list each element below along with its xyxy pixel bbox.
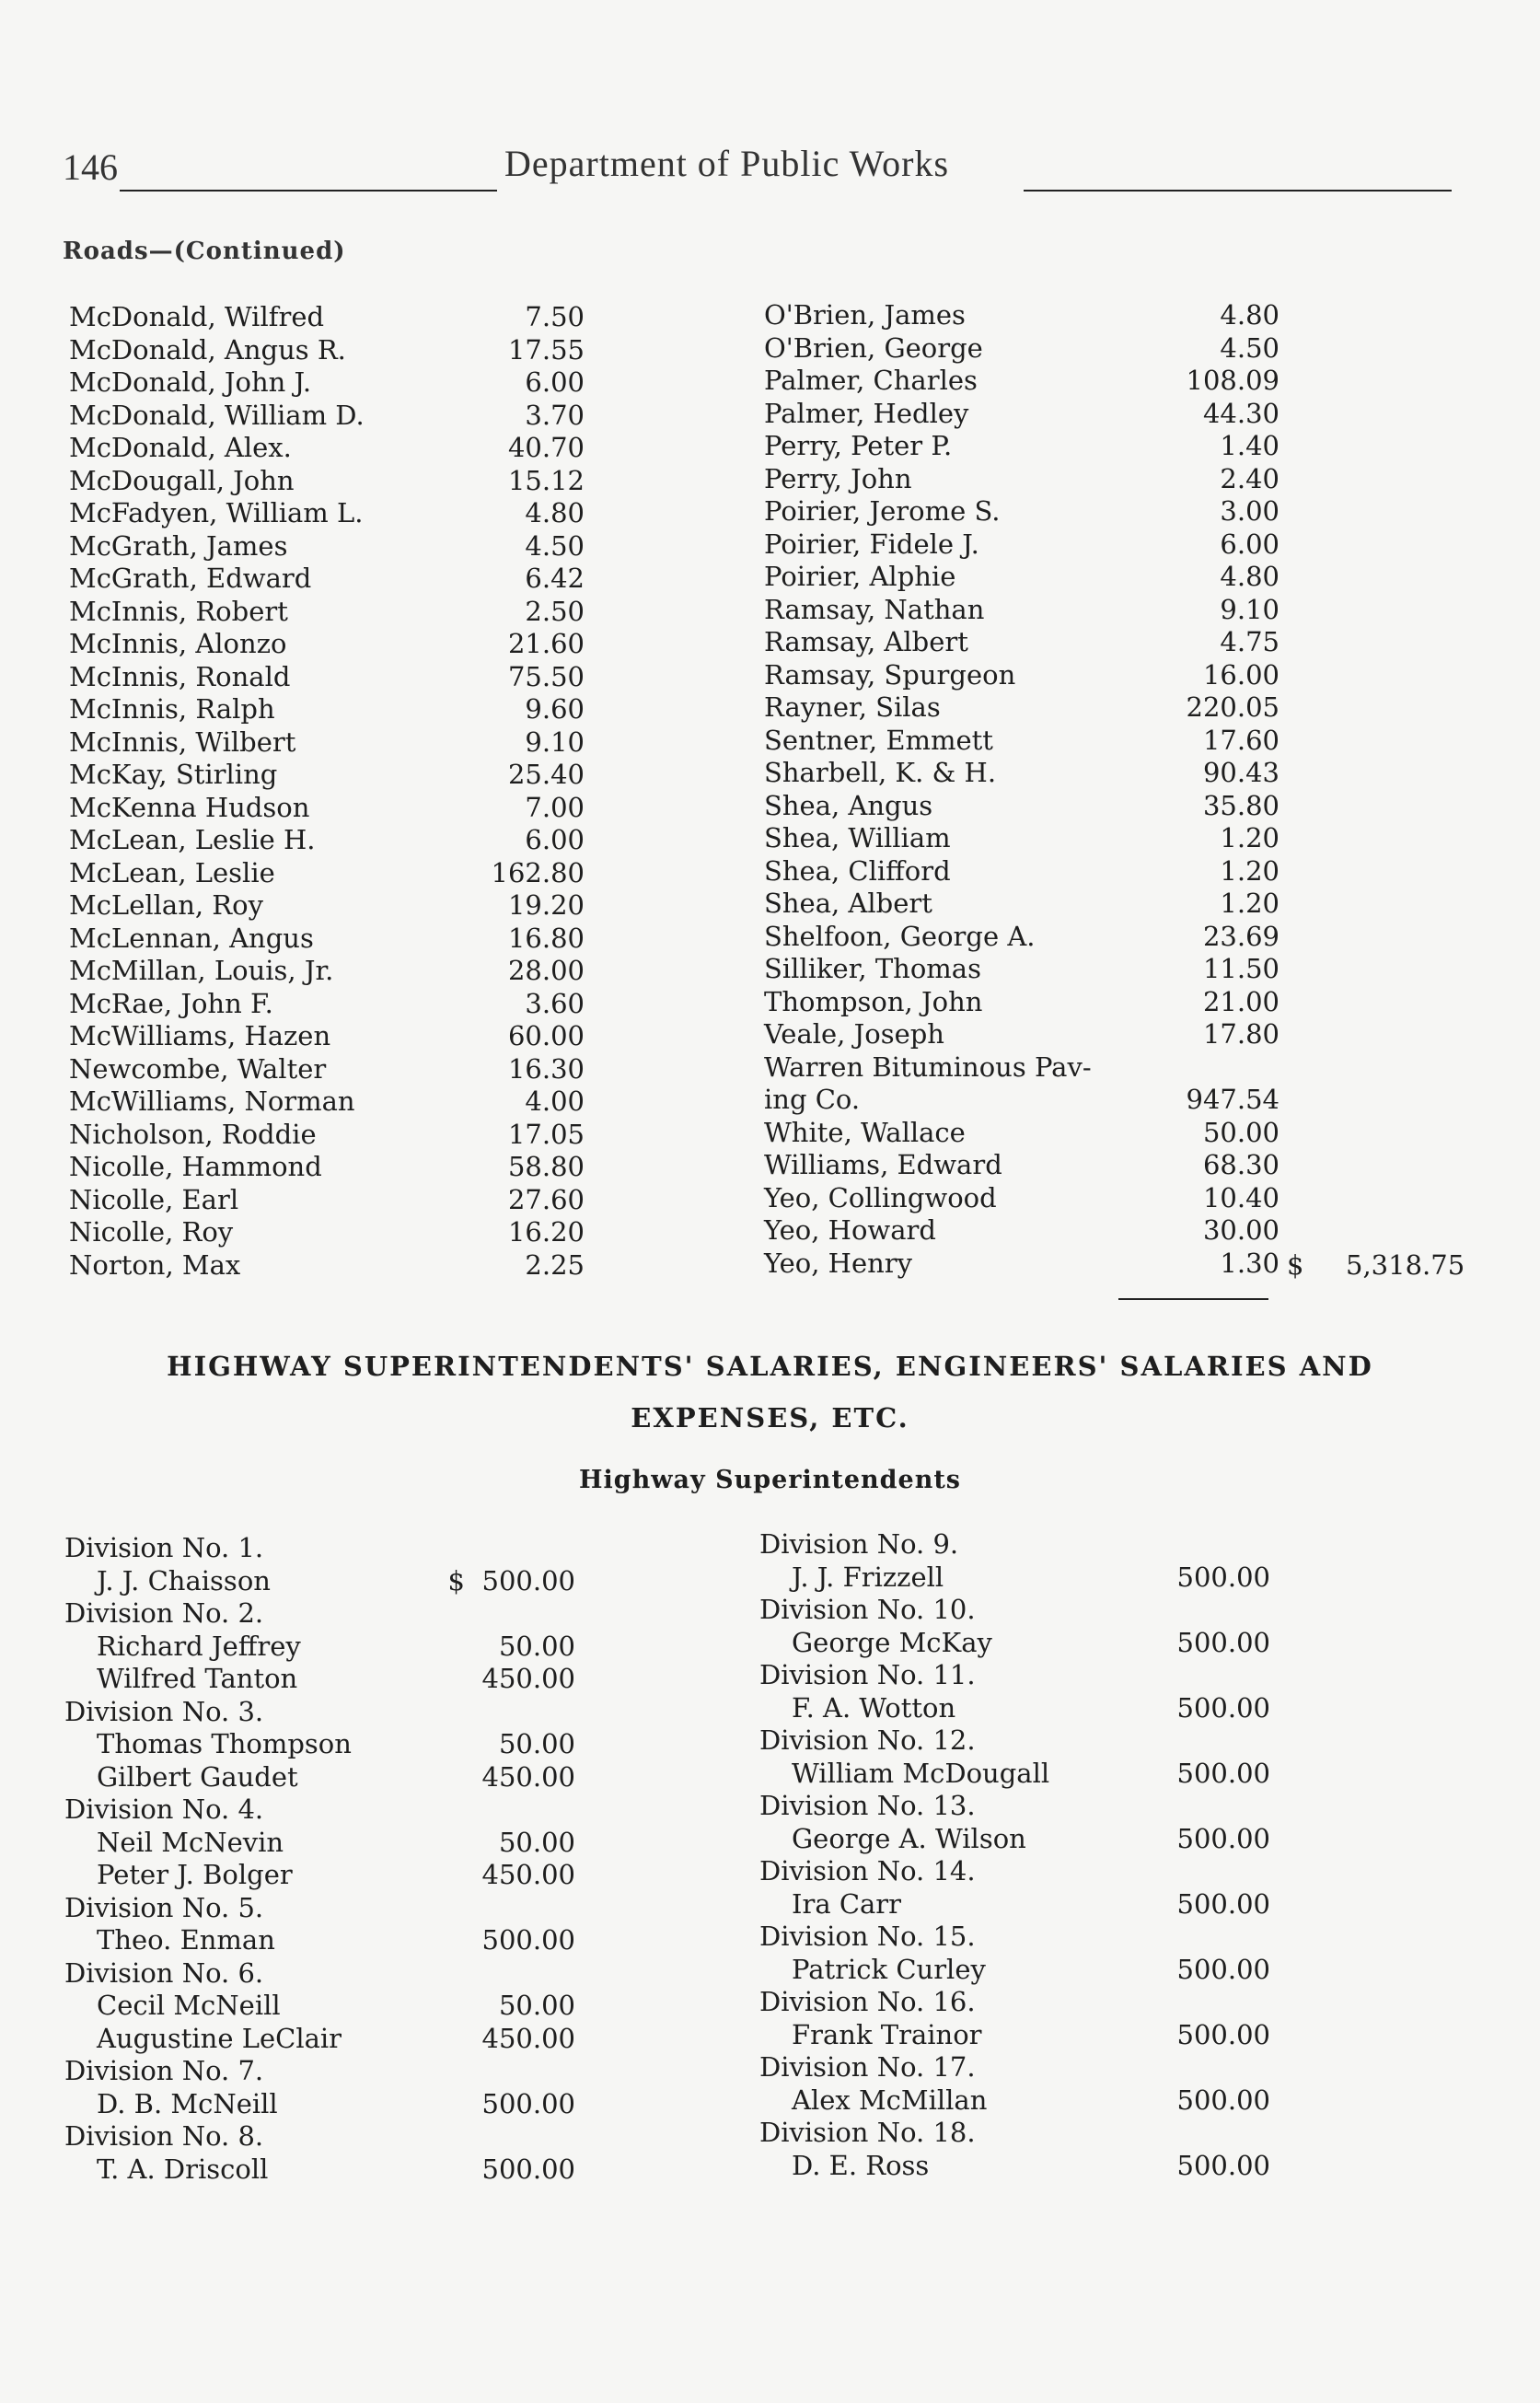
superintendents-left-column xyxy=(64,1532,598,2195)
division-heading xyxy=(64,2120,575,2153)
salary-amount: 500.00 xyxy=(1176,1757,1270,1789)
division-heading xyxy=(759,1528,1270,1561)
entry-name: Yeo, Henry xyxy=(764,1247,913,1279)
roads-entry xyxy=(69,1118,585,1151)
entry-name: Yeo, Collingwood xyxy=(764,1181,997,1213)
entry-name: Sharbell, K. & H. xyxy=(764,757,997,788)
division-label: Division No. 6. xyxy=(64,1956,264,1989)
roads-entry xyxy=(69,333,585,366)
roads-total: 5,318.75 xyxy=(1346,1249,1465,1281)
entry-amount: 1.40 xyxy=(1220,430,1279,461)
roads-entry xyxy=(69,888,585,922)
roads-entry xyxy=(69,1085,585,1118)
department-title: Department of Public Works xyxy=(504,143,950,184)
entry-amount: 11.50 xyxy=(1202,953,1279,984)
subsection-heading: Highway Superintendents xyxy=(578,1466,962,1494)
entry-amount: 23.69 xyxy=(1202,920,1279,952)
entry-amount: 4.75 xyxy=(1220,626,1279,657)
superintendent-name: George A. Wilson xyxy=(792,1822,1026,1854)
superintendent-entry xyxy=(64,1728,575,1761)
entry-name: McLellan, Roy xyxy=(69,889,263,921)
roads-entry xyxy=(764,331,1279,365)
entry-amount: 2.50 xyxy=(525,595,585,627)
roads-entry xyxy=(764,854,1279,888)
division-heading xyxy=(64,1957,575,1991)
division-label: Division No. 11. xyxy=(759,1659,976,1690)
superintendents-right-column xyxy=(759,1528,1293,2191)
entry-amount: 16.80 xyxy=(507,922,585,954)
entry-name: Nicolle, Earl xyxy=(69,1183,239,1215)
entry-amount: 75.50 xyxy=(507,660,585,692)
salary-amount: 500.00 xyxy=(1176,1953,1270,1985)
entry-name: McLennan, Angus xyxy=(69,922,314,954)
entry-amount: 6.42 xyxy=(525,563,585,594)
roads-entry xyxy=(69,464,585,497)
division-heading xyxy=(759,1921,1270,1954)
roads-entry xyxy=(69,1215,585,1248)
superintendent-name: J. J. Frizzell xyxy=(792,1561,944,1593)
roads-entry xyxy=(764,1213,1279,1247)
section-title-line-2: EXPENSES, ETC. xyxy=(631,1402,909,1434)
roads-entry xyxy=(764,560,1279,593)
entry-name: McGrath, James xyxy=(69,529,288,562)
entry-name: Poirier, Jerome S. xyxy=(764,495,1001,527)
entry-name: O'Brien, George xyxy=(764,331,983,364)
entry-amount: 9.10 xyxy=(525,726,585,758)
roads-entry xyxy=(69,692,585,726)
roads-entry xyxy=(69,1248,585,1282)
entry-amount: 6.00 xyxy=(525,366,585,398)
salary-amount: 500.00 xyxy=(481,2153,575,2185)
superintendent-name: Peter J. Bolger xyxy=(97,1859,293,1890)
entry-amount: 17.55 xyxy=(507,333,585,366)
superintendent-name: Frank Trainor xyxy=(792,2018,982,2050)
entry-amount: 21.60 xyxy=(507,628,585,659)
entry-name: Poirier, Alphie xyxy=(764,561,956,592)
superintendent-entry xyxy=(64,2088,575,2121)
entry-amount: 28.00 xyxy=(507,955,585,986)
superintendent-name: Wilfred Tanton xyxy=(97,1663,298,1694)
entry-name: O'Brien, James xyxy=(764,299,966,331)
entry-amount: 947.54 xyxy=(1186,1084,1279,1115)
entry-name: McDonald, William D. xyxy=(69,399,365,431)
entry-name: Shea, Angus xyxy=(764,789,933,821)
entry-amount: 162.80 xyxy=(491,856,585,888)
roads-entry xyxy=(764,593,1279,626)
entry-name: Ramsay, Nathan xyxy=(764,593,985,625)
entry-amount: 90.43 xyxy=(1202,757,1279,788)
superintendent-entry xyxy=(759,1627,1270,1660)
entry-amount: 58.80 xyxy=(507,1151,585,1182)
entry-amount: 50.00 xyxy=(1202,1116,1279,1148)
salary-amount: 500.00 xyxy=(1176,1822,1270,1854)
salary-amount: 500.00 xyxy=(481,2087,575,2119)
entry-amount: 44.30 xyxy=(1202,397,1279,429)
entry-amount: 4.80 xyxy=(1220,561,1279,592)
superintendent-name: Alex McMillan xyxy=(792,2084,988,2116)
roads-entry xyxy=(69,300,585,333)
roads-entry xyxy=(69,726,585,759)
entry-amount: 25.40 xyxy=(507,759,585,790)
superintendent-name: Augustine LeClair xyxy=(97,2022,342,2054)
entry-name: ing Co. xyxy=(764,1084,861,1115)
roads-entry xyxy=(69,823,585,856)
division-heading xyxy=(64,1532,575,1565)
entry-name: Sentner, Emmett xyxy=(764,724,993,756)
salary-amount: 450.00 xyxy=(481,1760,575,1793)
roads-entry xyxy=(764,364,1279,397)
superintendent-name: Cecil McNeill xyxy=(97,1990,281,2021)
superintendent-name: F. A. Wotton xyxy=(792,1691,956,1724)
entry-amount: 3.60 xyxy=(525,987,585,1019)
header-rule-left xyxy=(120,190,497,192)
entry-amount: 15.12 xyxy=(507,464,585,496)
entry-amount: 21.00 xyxy=(1202,985,1279,1017)
entry-name: Shea, William xyxy=(764,822,951,853)
entry-name: Palmer, Charles xyxy=(764,365,978,396)
superintendent-name: D. B. McNeill xyxy=(97,2087,278,2119)
division-label: Division No. 18. xyxy=(759,2117,976,2148)
salary-amount: 50.00 xyxy=(498,1728,575,1759)
entry-amount: 108.09 xyxy=(1186,365,1279,396)
roads-entry xyxy=(764,528,1279,561)
entry-name: McDonald, Alex. xyxy=(69,432,292,463)
roads-entry xyxy=(764,397,1279,430)
entry-name: McKenna Hudson xyxy=(69,791,310,823)
roads-entry xyxy=(69,660,585,693)
superintendent-entry xyxy=(759,1823,1270,1856)
superintendent-entry xyxy=(759,1561,1270,1595)
superintendent-entry xyxy=(759,2084,1270,2118)
entry-amount: 7.00 xyxy=(525,791,585,823)
division-label: Division No. 13. xyxy=(759,1790,976,1821)
entry-amount: 4.50 xyxy=(525,529,585,562)
division-heading xyxy=(759,1986,1270,2019)
salary-amount: 450.00 xyxy=(481,2022,575,2054)
superintendent-entry xyxy=(759,1692,1270,1725)
entry-name: Warren Bituminous Pav- xyxy=(764,1051,1092,1083)
roads-entry xyxy=(69,1183,585,1216)
entry-name: Nicolle, Roy xyxy=(69,1216,234,1248)
salary-amount: 500.00 xyxy=(481,1564,575,1596)
entry-name: Shelfoon, George A. xyxy=(764,920,1036,952)
roads-right-column xyxy=(764,298,1279,1293)
roads-entry xyxy=(764,920,1279,953)
roads-entry xyxy=(764,724,1279,757)
entry-amount: 27.60 xyxy=(507,1183,585,1215)
superintendent-entry xyxy=(759,1888,1270,1921)
roads-entry xyxy=(69,1150,585,1183)
roads-entry xyxy=(764,756,1279,789)
superintendent-name: T. A. Driscoll xyxy=(97,2153,269,2185)
roads-entry xyxy=(764,821,1279,854)
superintendent-name: Theo. Enman xyxy=(97,1924,275,1956)
division-heading xyxy=(759,1659,1270,1692)
roads-entry xyxy=(764,1083,1279,1116)
entry-name: McGrath, Edward xyxy=(69,563,312,594)
salary-amount: 500.00 xyxy=(1176,1626,1270,1658)
entry-name: Thompson, John xyxy=(764,985,983,1017)
superintendent-entry xyxy=(64,1990,575,2023)
superintendent-name: D. E. Ross xyxy=(792,2149,930,2181)
entry-name: McInnis, Wilbert xyxy=(69,726,296,758)
entry-name: McRae, John F. xyxy=(69,987,273,1019)
entry-amount: 4.80 xyxy=(525,497,585,528)
roads-entry xyxy=(764,1181,1279,1214)
entry-amount: 3.00 xyxy=(1220,495,1279,527)
superintendent-entry xyxy=(64,2153,575,2187)
roads-entry xyxy=(69,856,585,889)
roads-entry xyxy=(69,366,585,399)
roads-entry xyxy=(764,691,1279,724)
division-heading xyxy=(759,1790,1270,1823)
entry-amount: 3.70 xyxy=(525,399,585,431)
roads-entry xyxy=(764,298,1279,331)
roads-entry xyxy=(764,789,1279,822)
entry-amount: 4.00 xyxy=(525,1085,585,1117)
division-label: Division No. 15. xyxy=(759,1921,976,1952)
division-heading xyxy=(759,1724,1270,1758)
roads-entry xyxy=(69,595,585,628)
entry-amount: 7.50 xyxy=(525,301,585,332)
salary-amount: 500.00 xyxy=(1176,2018,1270,2050)
page-number: 146 xyxy=(63,146,118,188)
entry-name: Veale, Joseph xyxy=(764,1018,944,1050)
entry-amount: 60.00 xyxy=(507,1020,585,1051)
division-label: Division No. 9. xyxy=(759,1528,959,1560)
entry-name: Perry, John xyxy=(764,462,912,494)
superintendent-name: J. J. Chaisson xyxy=(97,1564,271,1596)
salary-amount: 50.00 xyxy=(498,1630,575,1662)
roads-entry xyxy=(764,462,1279,495)
superintendent-name: Ira Carr xyxy=(792,1887,902,1920)
salary-amount: 500.00 xyxy=(1176,2149,1270,2181)
entry-amount: 1.20 xyxy=(1220,854,1279,887)
entry-amount: 2.40 xyxy=(1220,462,1279,494)
superintendent-entry xyxy=(64,1924,575,1957)
entry-name: Palmer, Hedley xyxy=(764,397,969,429)
division-label: Division No. 8. xyxy=(64,2120,264,2152)
division-heading xyxy=(759,1594,1270,1627)
section-title-line-1: HIGHWAY SUPERINTENDENTS' SALARIES, ENGINEERS' SALARIES AND xyxy=(167,1351,1373,1382)
entry-name: Yeo, Howard xyxy=(764,1214,936,1246)
superintendent-name: George McKay xyxy=(792,1626,992,1658)
entry-name: Ramsay, Spurgeon xyxy=(764,658,1016,691)
entry-name: Shea, Albert xyxy=(764,888,932,919)
roads-entry xyxy=(69,758,585,791)
superintendent-entry xyxy=(759,1758,1270,1791)
entry-name: McLean, Leslie H. xyxy=(69,824,316,855)
division-label: Division No. 3. xyxy=(64,1695,264,1727)
roads-entry xyxy=(69,529,585,563)
roads-entry xyxy=(764,952,1279,985)
superintendent-name: Gilbert Gaudet xyxy=(97,1760,298,1793)
division-heading xyxy=(64,1794,575,1827)
roads-entry xyxy=(69,399,585,432)
division-label: Division No. 5. xyxy=(64,1891,264,1923)
entry-name: Poirier, Fidele J. xyxy=(764,528,979,560)
entry-name: Norton, Max xyxy=(69,1248,241,1281)
entry-amount: 16.20 xyxy=(507,1216,585,1248)
entry-amount: 35.80 xyxy=(1202,789,1279,821)
entry-name: McInnis, Robert xyxy=(69,595,288,627)
entry-amount: 40.70 xyxy=(507,432,585,463)
entry-name: Ramsay, Albert xyxy=(764,626,968,657)
superintendent-name: Richard Jeffrey xyxy=(97,1630,301,1662)
roads-entry xyxy=(69,987,585,1020)
division-label: Division No. 2. xyxy=(64,1597,264,1629)
division-label: Division No. 7. xyxy=(64,2055,264,2086)
salary-amount: 450.00 xyxy=(481,1859,575,1890)
division-label: Division No. 10. xyxy=(759,1594,976,1625)
superintendent-name: Thomas Thompson xyxy=(97,1728,352,1759)
entry-amount: 16.30 xyxy=(507,1052,585,1085)
entry-name: McDonald, Angus R. xyxy=(69,333,346,366)
salary-amount: 500.00 xyxy=(1176,1561,1270,1593)
entry-amount: 17.80 xyxy=(1202,1018,1279,1050)
entry-name: Nicolle, Hammond xyxy=(69,1151,322,1182)
entry-name: Nicholson, Roddie xyxy=(69,1118,317,1150)
page-header xyxy=(0,0,1540,203)
entry-amount: 10.40 xyxy=(1202,1181,1279,1213)
entry-name: McDonald, Wilfred xyxy=(69,301,325,332)
entry-amount: 1.30 xyxy=(1220,1247,1279,1279)
division-label: Division No. 16. xyxy=(759,1986,976,2017)
entry-amount: 17.60 xyxy=(1202,724,1279,756)
entry-amount: 6.00 xyxy=(1220,528,1279,560)
section-heading: Roads—(Continued) xyxy=(63,238,346,265)
total-currency: $ xyxy=(1287,1249,1304,1281)
division-heading xyxy=(64,2055,575,2088)
entry-name: Rayner, Silas xyxy=(764,691,941,723)
superintendent-name: Neil McNevin xyxy=(97,1826,284,1858)
entry-amount: 19.20 xyxy=(507,889,585,921)
roads-entry xyxy=(764,429,1279,462)
superintendent-entry xyxy=(759,2150,1270,2183)
entry-amount: 17.05 xyxy=(507,1118,585,1150)
salary-amount: 500.00 xyxy=(1176,1691,1270,1724)
division-label: Division No. 4. xyxy=(64,1794,264,1825)
roads-entry xyxy=(764,1051,1279,1084)
entry-amount: 30.00 xyxy=(1202,1214,1279,1246)
entry-name: McFadyen, William L. xyxy=(69,497,364,528)
salary-amount: 50.00 xyxy=(498,1990,575,2021)
entry-name: Shea, Clifford xyxy=(764,854,951,887)
superintendent-entry xyxy=(64,1663,575,1696)
entry-amount: 1.20 xyxy=(1220,822,1279,853)
entry-amount: 6.00 xyxy=(525,824,585,855)
entry-amount: 9.10 xyxy=(1220,593,1279,625)
entry-amount: 2.25 xyxy=(525,1248,585,1281)
roads-entry xyxy=(69,791,585,824)
division-heading xyxy=(759,2117,1270,2150)
total-rule xyxy=(1118,1298,1268,1300)
roads-entry xyxy=(69,922,585,955)
salary-amount: 500.00 xyxy=(481,1924,575,1956)
roads-entry xyxy=(69,954,585,987)
entry-amount: 4.80 xyxy=(1220,299,1279,331)
roads-entry xyxy=(764,1148,1279,1181)
entry-amount: 220.05 xyxy=(1186,691,1279,723)
roads-entry xyxy=(69,627,585,660)
roads-entry xyxy=(69,562,585,595)
division-heading xyxy=(64,1696,575,1729)
roads-entry xyxy=(764,985,1279,1018)
superintendent-entry xyxy=(759,2019,1270,2052)
entry-name: McInnis, Alonzo xyxy=(69,628,287,659)
salary-amount: 500.00 xyxy=(1176,2084,1270,2116)
roads-entry xyxy=(69,431,585,464)
entry-name: McMillan, Louis, Jr. xyxy=(69,955,334,986)
roads-entry xyxy=(764,887,1279,920)
superintendent-entry xyxy=(64,1827,575,1860)
entry-name: McKay, Stirling xyxy=(69,759,278,790)
roads-entry xyxy=(764,1247,1279,1280)
salary-amount: 50.00 xyxy=(498,1826,575,1858)
division-label: Division No. 17. xyxy=(759,2051,976,2083)
salary-amount: 500.00 xyxy=(1176,1887,1270,1920)
division-heading xyxy=(64,1597,575,1631)
superintendent-entry xyxy=(64,2023,575,2056)
division-heading xyxy=(759,1855,1270,1888)
division-heading xyxy=(64,1892,575,1925)
roads-entry xyxy=(69,1019,585,1052)
roads-entry xyxy=(69,496,585,529)
entry-amount: 4.50 xyxy=(1220,331,1279,364)
division-label: Division No. 14. xyxy=(759,1855,976,1886)
division-heading xyxy=(759,2051,1270,2084)
roads-entry xyxy=(764,625,1279,658)
division-label: Division No. 12. xyxy=(759,1724,976,1756)
entry-amount: 9.60 xyxy=(525,693,585,725)
entry-name: Newcombe, Walter xyxy=(69,1052,327,1085)
entry-name: McWilliams, Norman xyxy=(69,1085,355,1117)
superintendent-name: Patrick Curley xyxy=(792,1953,986,1985)
superintendent-entry xyxy=(64,1761,575,1794)
roads-entry xyxy=(69,1052,585,1085)
superintendent-entry xyxy=(64,1859,575,1892)
superintendent-entry xyxy=(64,1631,575,1664)
entry-name: McLean, Leslie xyxy=(69,856,275,888)
roads-entry xyxy=(764,658,1279,691)
entry-name: White, Wallace xyxy=(764,1116,966,1148)
superintendent-entry xyxy=(759,1954,1270,1987)
entry-name: McDougall, John xyxy=(69,464,295,496)
entry-amount: 16.00 xyxy=(1202,658,1279,691)
entry-name: McInnis, Ralph xyxy=(69,693,275,725)
entry-name: McInnis, Ronald xyxy=(69,660,291,692)
entry-amount: 1.20 xyxy=(1220,888,1279,919)
entry-name: Williams, Edward xyxy=(764,1149,1002,1180)
roads-entry xyxy=(764,494,1279,528)
currency-sign: $ xyxy=(447,1564,465,1596)
entry-name: Silliker, Thomas xyxy=(764,953,981,984)
roads-left-column xyxy=(69,300,585,1294)
entry-name: Perry, Peter P. xyxy=(764,430,953,461)
division-label: Division No. 1. xyxy=(64,1532,264,1563)
roads-entry xyxy=(764,1116,1279,1149)
entry-name: McDonald, John J. xyxy=(69,366,312,398)
superintendent-entry xyxy=(64,1565,575,1598)
entry-name: McWilliams, Hazen xyxy=(69,1020,331,1051)
roads-entry xyxy=(764,1017,1279,1051)
superintendent-name: William McDougall xyxy=(792,1757,1050,1789)
entry-amount: 68.30 xyxy=(1202,1149,1279,1180)
header-rule-right xyxy=(1024,190,1452,192)
salary-amount: 450.00 xyxy=(481,1663,575,1694)
